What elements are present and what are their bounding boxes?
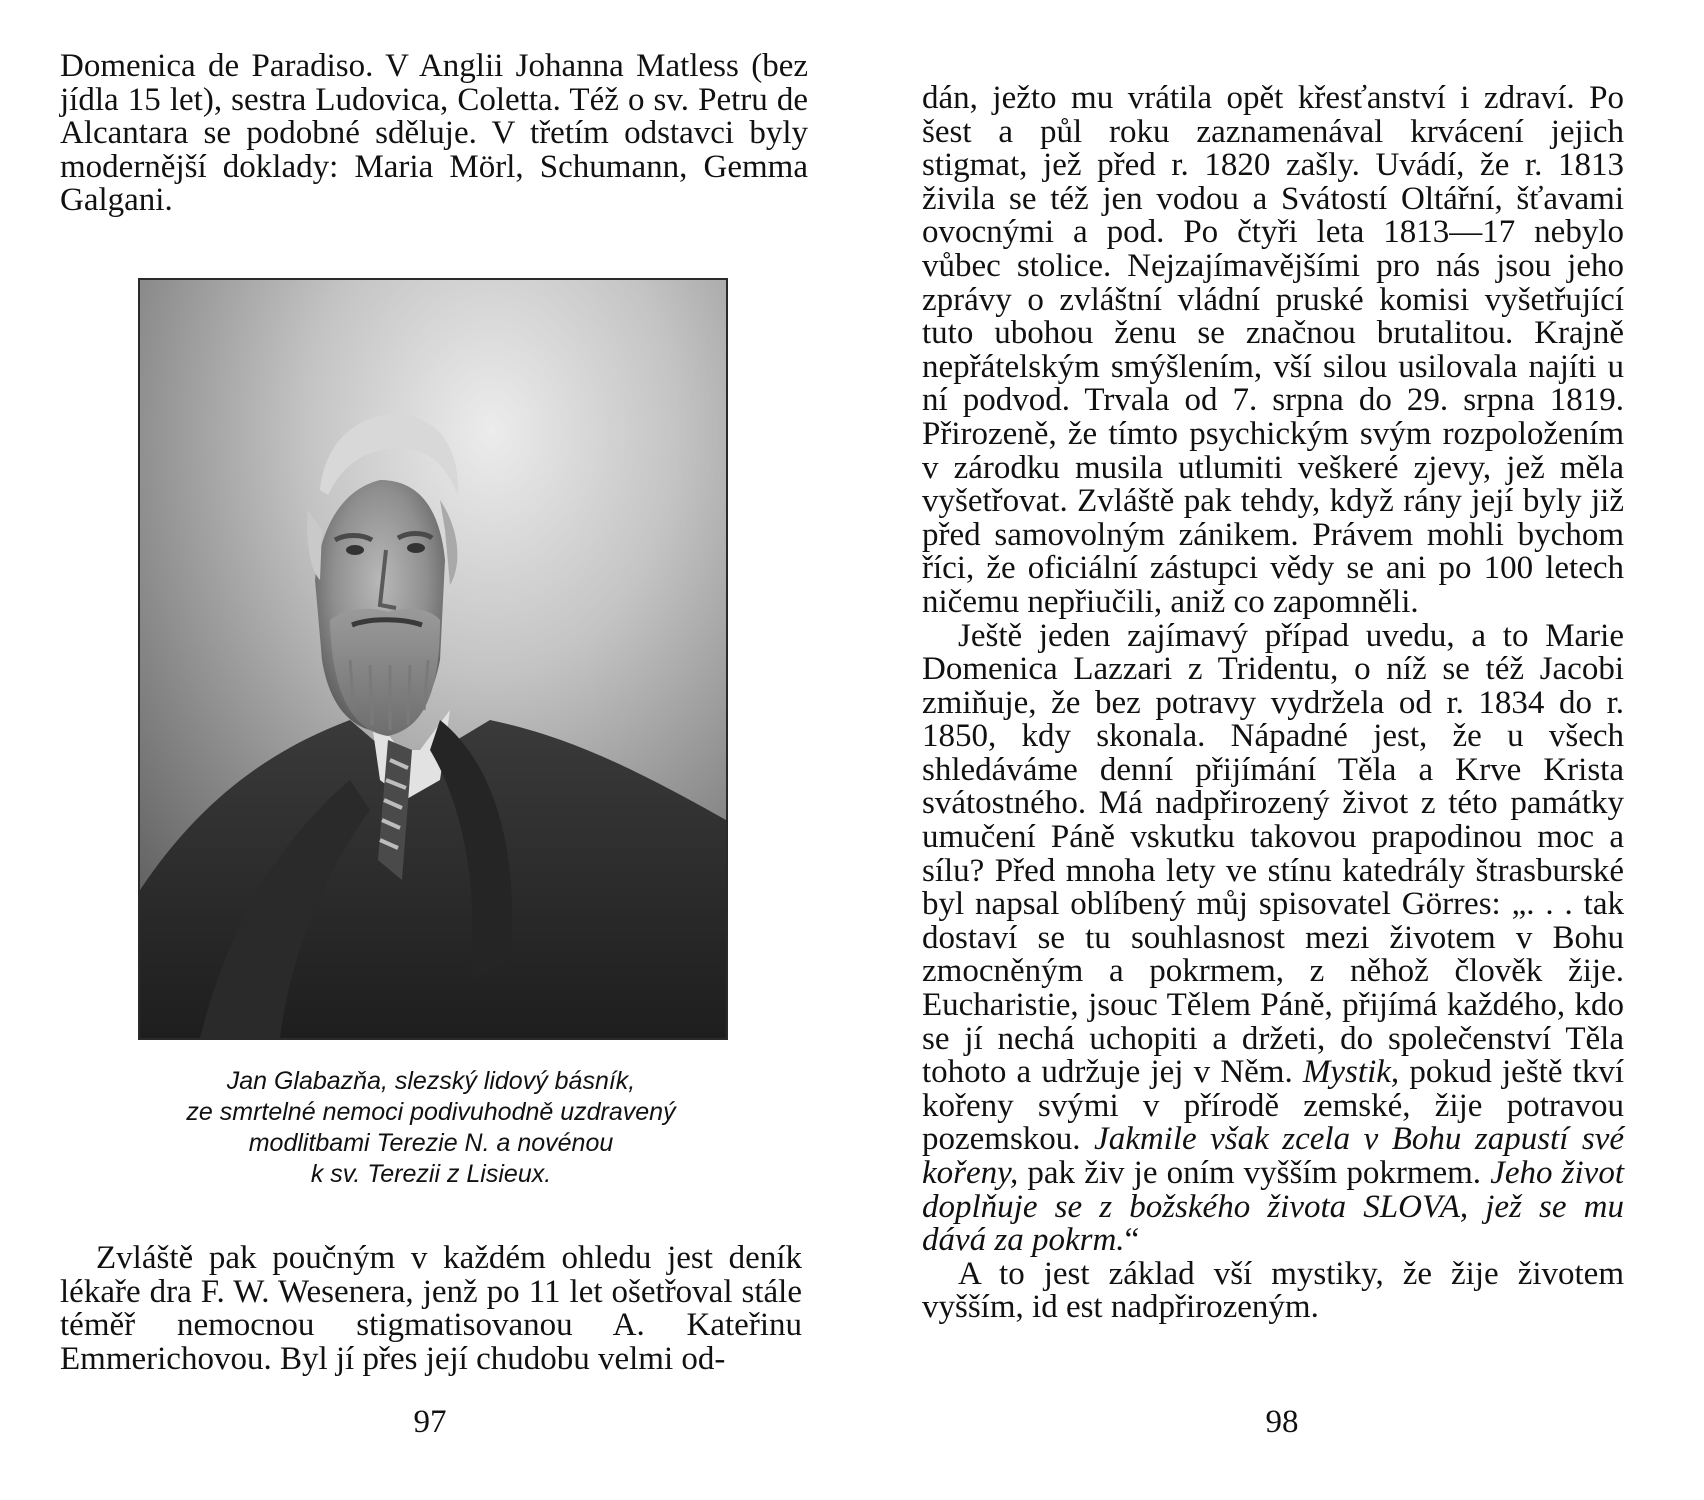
portrait-photo xyxy=(138,278,728,1040)
right-main-text xyxy=(922,82,1624,1325)
body-text: Domenica de Paradiso. V Anglii Johanna Matless (bez jídla 15 let), sestra Ludovica, Coletta. Též o sv. Petru de Alcantara se podobné sděluje. V třetím odstavci byly modernější doklady: Maria Mörl, Schumann, Gemma Galgani. xyxy=(60,48,808,219)
body-text-with-quote xyxy=(922,617,1625,1259)
caption-line: modlitbami Terezie N. a novénou xyxy=(248,1129,614,1157)
quote-italic: Jeho život doplňuje se z božského života SLOVA, jež se mu dává za pokrm. xyxy=(922,1155,1625,1259)
page-number-right: 98 xyxy=(1265,1404,1299,1440)
left-bottom-paragraph xyxy=(60,1242,802,1376)
quote-text: pokud ještě tkví kořeny svými v přírodě zemské, žije potravou pozemskou. xyxy=(922,1054,1624,1158)
caption-line: Jan Glabazňa, slezský lidový básník, xyxy=(226,1067,636,1095)
body-text: dán, ježto mu vrátila opět křesťanství i zdraví. Po šest a půl roku zaznamenával krvácení jejich stigmat, jež před r. 1820 zašly. Uvádí, že r. 1813 živila se též jen vodou a Svátostí Oltářní, šťavami ovocnými a pod. Po čtyři leta 1813—17 nebylo vůbec stolice. Nejzajímavějšími pro nás jsou jeho zprávy o zvláštní vládní pruské komisi vyšetřující tuto ubohou ženu se značnou brutalitou. Krajně nepřátelským smýšlením, vší silou usilovala najíti u ní podvod. Trvala od 7. srpna do 29. srpna 1819. Přirozeně, že tímto psychickým svým rozpoložením v zárodku musila utlumiti veškeré zjevy, jež měla vyšetřovat. Zvláště pak tehdy, když rány její byly již před samovolným zánikem. Právem mohli bychom říci, že oficiální zástupci vědy se ani po 100 letech ničemu nepřiučili, aniž co zapomněli. xyxy=(922,80,1624,620)
photo-caption xyxy=(138,1066,724,1190)
quote-close: “ xyxy=(1124,1222,1140,1259)
quote-italic: Mystik, xyxy=(1302,1054,1400,1091)
left-top-paragraph xyxy=(60,50,808,218)
body-text: A to jest základ vší mystiky, že žije životem vyšším, id est nadpřirozeným. xyxy=(922,1255,1624,1326)
portrait-image xyxy=(140,280,726,1038)
left-page xyxy=(0,0,850,1500)
quote-text: pak živ je oním vyšším pokrmem. xyxy=(1018,1155,1491,1191)
page-number-left: 97 xyxy=(413,1404,447,1440)
body-text: Zvláště pak poučným v každém ohledu jest deník lékaře dra F. W. Wesenera, jenž po 11 let ošetřoval stále téměř nemocnou stigmatisovanou A. Kateřinu Emmerichovou. Byl jí přes její chudobu velmi od- xyxy=(60,1240,802,1377)
right-page xyxy=(850,0,1704,1500)
caption-line: ze smrtelné nemoci podivuhodně uzdravený xyxy=(186,1098,676,1126)
quote-italic: Jakmile však zcela v Bohu zapustí své kořeny, xyxy=(922,1121,1624,1191)
caption-line: k sv. Terezii z Lisieux. xyxy=(310,1160,552,1188)
quote-intro: Ještě jeden zajímavý případ uvedu, a to Marie Domenica Lazzari z Tridentu, o níž se též Jacobi zmiňuje, že bez potravy vydržela od r. 1834 do r. 1850, kdy skonala. Nápadné jest, že u všech shledáváme denní přijímání Těla a Krve Krista svátostného. Má nadpřirozený život z této památky umučení Páně vskutku takovou prapodinou moc a sílu? Před mnoha lety ve stínu katedrály štrasburské byl napsal oblíbený můj spisovatel Görres: „. . . tak dostaví se tu souhlasnost mezi životem v Bohu zmocněným a pokrmem, z něhož člověk žije. Eucharistie, jsouc Tělem Páně, přijímá každého, kdo se jí nechá uchopiti a držeti, do společenství Těla tohoto a udržuje jej v Něm. xyxy=(922,617,1624,1091)
